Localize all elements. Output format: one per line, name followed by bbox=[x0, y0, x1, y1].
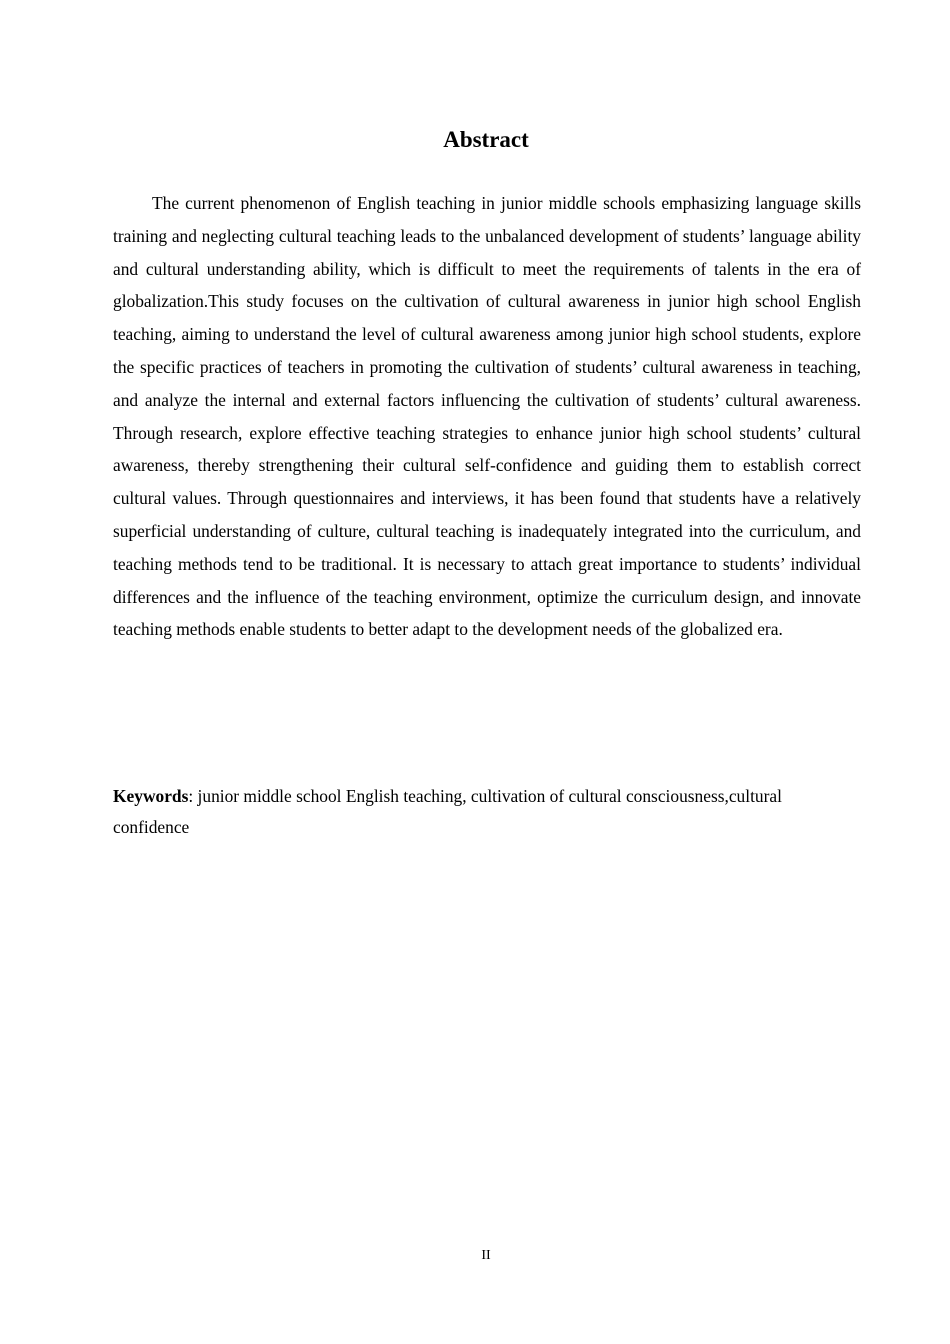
abstract-body: The current phenomenon of English teaching in junior middle schools emphasizing language skills training and neglecting cultural teaching leads to the unbalanced development of students’ language ability and cultural understanding ability, which is difficult to meet the requirements of talents in the era of globalization.This study focuses on the cultivation of cultural awareness in junior high school English teaching, aiming to understand the level of cultural awareness among junior high school students, explore the specific practices of teachers in promoting the cultivation of students’ cultural awareness in teaching, and analyze the internal and external factors influencing the cultivation of students’ cultural awareness. Through research, explore effective teaching strategies to enhance junior high school students’ cultural awareness, thereby strengthening their cultural self-confidence and guiding them to establish correct cultural values. Through questionnaires and interviews, it has been found that students have a relatively superficial understanding of culture, cultural teaching is inadequately integrated into the curriculum, and teaching methods tend to be traditional. It is necessary to attach great importance to students’ individual differences and the influence of the teaching environment, optimize the curriculum design, and innovate teaching methods enable students to better adapt to the development needs of the globalized era. bbox=[113, 193, 861, 640]
keywords-separator: : bbox=[188, 786, 198, 806]
keywords-text: junior middle school English teaching, cultivation of cultural consciousness,cultural confidence bbox=[113, 786, 782, 837]
page-number: II bbox=[481, 1248, 491, 1263]
keywords-label: Keywords bbox=[113, 786, 189, 806]
page-title: Abstract bbox=[443, 127, 529, 152]
keywords-paragraph bbox=[113, 781, 861, 843]
